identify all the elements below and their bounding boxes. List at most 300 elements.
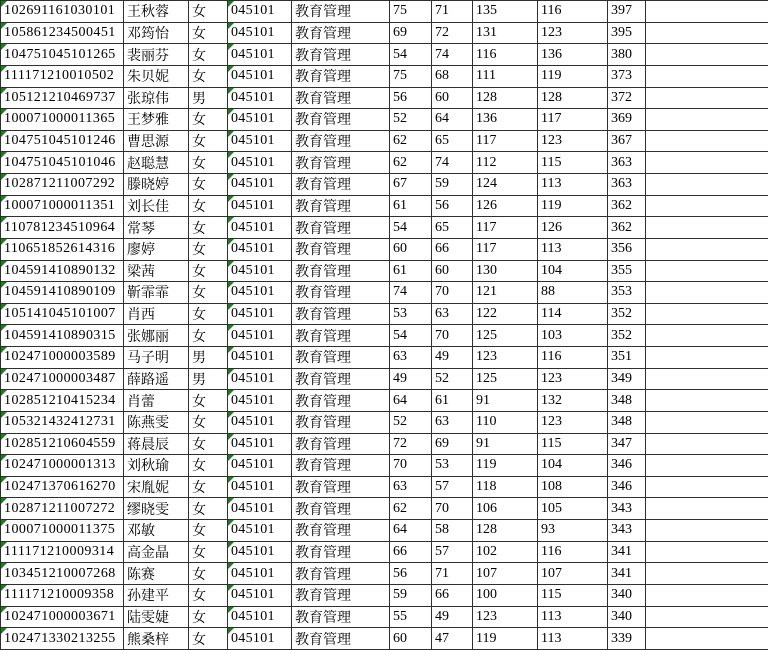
- cell-s1[interactable]: 75: [390, 1, 432, 23]
- cell-total[interactable]: 353: [608, 282, 646, 304]
- cell-major[interactable]: 教育管理: [292, 563, 390, 585]
- cell-s2[interactable]: 61: [432, 390, 473, 412]
- cell-major[interactable]: 教育管理: [292, 282, 390, 304]
- cell-name[interactable]: 靳霏霏: [124, 282, 189, 304]
- cell-gender[interactable]: 女: [189, 260, 228, 282]
- cell-total[interactable]: 397: [608, 1, 646, 23]
- cell-code[interactable]: 045101: [228, 109, 292, 131]
- cell-code[interactable]: 045101: [228, 87, 292, 109]
- cell-s2[interactable]: 70: [432, 325, 473, 347]
- cell-gender[interactable]: 女: [189, 282, 228, 304]
- cell-gender[interactable]: 男: [189, 368, 228, 390]
- cell-gender[interactable]: 女: [189, 563, 228, 585]
- cell-blank[interactable]: [646, 520, 768, 542]
- cell-major[interactable]: 教育管理: [292, 347, 390, 369]
- cell-gender[interactable]: 女: [189, 433, 228, 455]
- cell-s1[interactable]: 61: [390, 260, 432, 282]
- cell-gender[interactable]: 女: [189, 217, 228, 239]
- cell-s3[interactable]: 123: [473, 347, 538, 369]
- cell-total[interactable]: 348: [608, 411, 646, 433]
- cell-s2[interactable]: 63: [432, 303, 473, 325]
- cell-major[interactable]: 教育管理: [292, 130, 390, 152]
- cell-blank[interactable]: [646, 368, 768, 390]
- cell-id[interactable]: 105121210469737: [1, 87, 124, 109]
- cell-s3[interactable]: 119: [473, 455, 538, 477]
- cell-gender[interactable]: 女: [189, 476, 228, 498]
- cell-s4[interactable]: 108: [538, 476, 608, 498]
- cell-gender[interactable]: 男: [189, 87, 228, 109]
- cell-major[interactable]: 教育管理: [292, 498, 390, 520]
- cell-blank[interactable]: [646, 325, 768, 347]
- cell-s4[interactable]: 123: [538, 22, 608, 44]
- cell-s3[interactable]: 91: [473, 390, 538, 412]
- cell-name[interactable]: 陈燕雯: [124, 411, 189, 433]
- cell-total[interactable]: 352: [608, 325, 646, 347]
- cell-s1[interactable]: 55: [390, 606, 432, 628]
- cell-s2[interactable]: 57: [432, 541, 473, 563]
- cell-s2[interactable]: 60: [432, 87, 473, 109]
- cell-s4[interactable]: 115: [538, 152, 608, 174]
- cell-s2[interactable]: 72: [432, 22, 473, 44]
- cell-code[interactable]: 045101: [228, 217, 292, 239]
- cell-major[interactable]: 教育管理: [292, 541, 390, 563]
- cell-id[interactable]: 104751045101265: [1, 44, 124, 66]
- cell-id[interactable]: 102851210415234: [1, 390, 124, 412]
- cell-total[interactable]: 341: [608, 563, 646, 585]
- cell-name[interactable]: 缪晓雯: [124, 498, 189, 520]
- cell-id[interactable]: 102471000003487: [1, 368, 124, 390]
- cell-gender[interactable]: 女: [189, 498, 228, 520]
- cell-code[interactable]: 045101: [228, 65, 292, 87]
- cell-name[interactable]: 滕晓婷: [124, 174, 189, 196]
- cell-gender[interactable]: 女: [189, 44, 228, 66]
- cell-major[interactable]: 教育管理: [292, 174, 390, 196]
- cell-total[interactable]: 346: [608, 455, 646, 477]
- cell-s3[interactable]: 128: [473, 520, 538, 542]
- cell-id[interactable]: 104591410890109: [1, 282, 124, 304]
- cell-id[interactable]: 104591410890315: [1, 325, 124, 347]
- cell-gender[interactable]: 女: [189, 455, 228, 477]
- cell-major[interactable]: 教育管理: [292, 44, 390, 66]
- cell-s4[interactable]: 119: [538, 195, 608, 217]
- cell-id[interactable]: 104591410890132: [1, 260, 124, 282]
- cell-s2[interactable]: 69: [432, 433, 473, 455]
- cell-major[interactable]: 教育管理: [292, 303, 390, 325]
- cell-blank[interactable]: [646, 87, 768, 109]
- cell-code[interactable]: 045101: [228, 238, 292, 260]
- cell-major[interactable]: 教育管理: [292, 217, 390, 239]
- cell-s1[interactable]: 63: [390, 347, 432, 369]
- cell-blank[interactable]: [646, 433, 768, 455]
- cell-blank[interactable]: [646, 347, 768, 369]
- cell-s3[interactable]: 91: [473, 433, 538, 455]
- cell-major[interactable]: 教育管理: [292, 606, 390, 628]
- cell-gender[interactable]: 女: [189, 174, 228, 196]
- cell-s2[interactable]: 56: [432, 195, 473, 217]
- cell-id[interactable]: 102871211007272: [1, 498, 124, 520]
- cell-s2[interactable]: 71: [432, 1, 473, 23]
- cell-gender[interactable]: 女: [189, 628, 228, 650]
- cell-s4[interactable]: 115: [538, 433, 608, 455]
- cell-id[interactable]: 102471000003671: [1, 606, 124, 628]
- cell-gender[interactable]: 女: [189, 22, 228, 44]
- cell-major[interactable]: 教育管理: [292, 260, 390, 282]
- cell-s4[interactable]: 116: [538, 541, 608, 563]
- cell-s3[interactable]: 100: [473, 584, 538, 606]
- cell-s3[interactable]: 135: [473, 1, 538, 23]
- cell-s4[interactable]: 116: [538, 1, 608, 23]
- cell-major[interactable]: 教育管理: [292, 325, 390, 347]
- cell-s1[interactable]: 74: [390, 282, 432, 304]
- cell-s2[interactable]: 52: [432, 368, 473, 390]
- cell-s1[interactable]: 62: [390, 498, 432, 520]
- cell-s4[interactable]: 88: [538, 282, 608, 304]
- cell-code[interactable]: 045101: [228, 455, 292, 477]
- cell-blank[interactable]: [646, 476, 768, 498]
- cell-s4[interactable]: 116: [538, 347, 608, 369]
- cell-blank[interactable]: [646, 498, 768, 520]
- cell-s2[interactable]: 65: [432, 217, 473, 239]
- cell-id[interactable]: 102471370616270: [1, 476, 124, 498]
- cell-gender[interactable]: 女: [189, 303, 228, 325]
- cell-s2[interactable]: 63: [432, 411, 473, 433]
- cell-code[interactable]: 045101: [228, 1, 292, 23]
- cell-id[interactable]: 104751045101246: [1, 130, 124, 152]
- cell-gender[interactable]: 女: [189, 520, 228, 542]
- cell-s3[interactable]: 126: [473, 195, 538, 217]
- cell-s3[interactable]: 110: [473, 411, 538, 433]
- cell-gender[interactable]: 女: [189, 1, 228, 23]
- cell-code[interactable]: 045101: [228, 325, 292, 347]
- cell-s3[interactable]: 117: [473, 217, 538, 239]
- cell-s4[interactable]: 93: [538, 520, 608, 542]
- cell-id[interactable]: 102471000003589: [1, 347, 124, 369]
- cell-id[interactable]: 100071000011375: [1, 520, 124, 542]
- cell-s3[interactable]: 125: [473, 325, 538, 347]
- cell-total[interactable]: 380: [608, 44, 646, 66]
- cell-code[interactable]: 045101: [228, 44, 292, 66]
- cell-total[interactable]: 395: [608, 22, 646, 44]
- cell-gender[interactable]: 女: [189, 606, 228, 628]
- cell-blank[interactable]: [646, 22, 768, 44]
- cell-s2[interactable]: 58: [432, 520, 473, 542]
- cell-code[interactable]: 045101: [228, 411, 292, 433]
- cell-name[interactable]: 王梦雅: [124, 109, 189, 131]
- cell-code[interactable]: 045101: [228, 476, 292, 498]
- cell-s2[interactable]: 68: [432, 65, 473, 87]
- cell-s2[interactable]: 60: [432, 260, 473, 282]
- cell-name[interactable]: 赵聪慧: [124, 152, 189, 174]
- cell-s4[interactable]: 123: [538, 368, 608, 390]
- cell-s1[interactable]: 59: [390, 584, 432, 606]
- cell-total[interactable]: 346: [608, 476, 646, 498]
- cell-s1[interactable]: 56: [390, 87, 432, 109]
- cell-name[interactable]: 张娜丽: [124, 325, 189, 347]
- cell-s4[interactable]: 104: [538, 260, 608, 282]
- cell-id[interactable]: 102871211007292: [1, 174, 124, 196]
- cell-code[interactable]: 045101: [228, 563, 292, 585]
- cell-s3[interactable]: 125: [473, 368, 538, 390]
- cell-s1[interactable]: 72: [390, 433, 432, 455]
- cell-id[interactable]: 105321432412731: [1, 411, 124, 433]
- cell-id[interactable]: 111171210010502: [1, 65, 124, 87]
- cell-name[interactable]: 常琴: [124, 217, 189, 239]
- cell-id[interactable]: 102471330213255: [1, 628, 124, 650]
- cell-id[interactable]: 100071000011365: [1, 109, 124, 131]
- cell-s4[interactable]: 105: [538, 498, 608, 520]
- cell-s3[interactable]: 102: [473, 541, 538, 563]
- cell-s4[interactable]: 126: [538, 217, 608, 239]
- cell-gender[interactable]: 女: [189, 390, 228, 412]
- cell-gender[interactable]: 女: [189, 411, 228, 433]
- cell-s4[interactable]: 113: [538, 174, 608, 196]
- cell-total[interactable]: 340: [608, 606, 646, 628]
- cell-major[interactable]: 教育管理: [292, 455, 390, 477]
- cell-blank[interactable]: [646, 260, 768, 282]
- cell-total[interactable]: 362: [608, 217, 646, 239]
- cell-blank[interactable]: [646, 390, 768, 412]
- cell-total[interactable]: 340: [608, 584, 646, 606]
- cell-code[interactable]: 045101: [228, 584, 292, 606]
- cell-code[interactable]: 045101: [228, 606, 292, 628]
- cell-s1[interactable]: 53: [390, 303, 432, 325]
- cell-total[interactable]: 352: [608, 303, 646, 325]
- cell-s1[interactable]: 60: [390, 238, 432, 260]
- cell-blank[interactable]: [646, 628, 768, 650]
- cell-blank[interactable]: [646, 455, 768, 477]
- cell-s3[interactable]: 117: [473, 130, 538, 152]
- cell-id[interactable]: 100071000011351: [1, 195, 124, 217]
- cell-s2[interactable]: 64: [432, 109, 473, 131]
- cell-gender[interactable]: 女: [189, 584, 228, 606]
- cell-code[interactable]: 045101: [228, 303, 292, 325]
- cell-s1[interactable]: 67: [390, 174, 432, 196]
- cell-s2[interactable]: 53: [432, 455, 473, 477]
- cell-s1[interactable]: 61: [390, 195, 432, 217]
- cell-blank[interactable]: [646, 44, 768, 66]
- cell-total[interactable]: 363: [608, 174, 646, 196]
- cell-s3[interactable]: 106: [473, 498, 538, 520]
- cell-id[interactable]: 102471000001313: [1, 455, 124, 477]
- cell-code[interactable]: 045101: [228, 152, 292, 174]
- cell-s1[interactable]: 54: [390, 325, 432, 347]
- cell-gender[interactable]: 女: [189, 152, 228, 174]
- cell-s4[interactable]: 114: [538, 303, 608, 325]
- cell-total[interactable]: 369: [608, 109, 646, 131]
- cell-major[interactable]: 教育管理: [292, 65, 390, 87]
- cell-gender[interactable]: 女: [189, 238, 228, 260]
- cell-major[interactable]: 教育管理: [292, 628, 390, 650]
- cell-s2[interactable]: 47: [432, 628, 473, 650]
- cell-s1[interactable]: 56: [390, 563, 432, 585]
- cell-s4[interactable]: 113: [538, 606, 608, 628]
- cell-name[interactable]: 蒋晨辰: [124, 433, 189, 455]
- cell-code[interactable]: 045101: [228, 628, 292, 650]
- cell-s3[interactable]: 117: [473, 238, 538, 260]
- cell-blank[interactable]: [646, 584, 768, 606]
- cell-s2[interactable]: 74: [432, 44, 473, 66]
- cell-blank[interactable]: [646, 1, 768, 23]
- cell-major[interactable]: 教育管理: [292, 368, 390, 390]
- cell-s1[interactable]: 54: [390, 44, 432, 66]
- cell-blank[interactable]: [646, 195, 768, 217]
- cell-s2[interactable]: 74: [432, 152, 473, 174]
- cell-blank[interactable]: [646, 303, 768, 325]
- cell-name[interactable]: 高金晶: [124, 541, 189, 563]
- cell-s4[interactable]: 115: [538, 584, 608, 606]
- cell-major[interactable]: 教育管理: [292, 584, 390, 606]
- cell-s3[interactable]: 130: [473, 260, 538, 282]
- cell-s4[interactable]: 119: [538, 65, 608, 87]
- cell-s3[interactable]: 136: [473, 109, 538, 131]
- cell-s3[interactable]: 118: [473, 476, 538, 498]
- cell-major[interactable]: 教育管理: [292, 520, 390, 542]
- cell-name[interactable]: 陆雯婕: [124, 606, 189, 628]
- cell-blank[interactable]: [646, 152, 768, 174]
- cell-s2[interactable]: 49: [432, 606, 473, 628]
- cell-name[interactable]: 刘秋瑜: [124, 455, 189, 477]
- cell-name[interactable]: 裴丽芬: [124, 44, 189, 66]
- cell-code[interactable]: 045101: [228, 390, 292, 412]
- cell-major[interactable]: 教育管理: [292, 411, 390, 433]
- cell-major[interactable]: 教育管理: [292, 390, 390, 412]
- cell-id[interactable]: 104751045101046: [1, 152, 124, 174]
- cell-blank[interactable]: [646, 217, 768, 239]
- cell-s3[interactable]: 116: [473, 44, 538, 66]
- cell-name[interactable]: 孙建平: [124, 584, 189, 606]
- cell-code[interactable]: 045101: [228, 433, 292, 455]
- cell-s3[interactable]: 111: [473, 65, 538, 87]
- cell-s4[interactable]: 117: [538, 109, 608, 131]
- cell-blank[interactable]: [646, 238, 768, 260]
- cell-s1[interactable]: 49: [390, 368, 432, 390]
- cell-s1[interactable]: 62: [390, 152, 432, 174]
- cell-s3[interactable]: 112: [473, 152, 538, 174]
- cell-gender[interactable]: 男: [189, 347, 228, 369]
- cell-s1[interactable]: 60: [390, 628, 432, 650]
- cell-id[interactable]: 102691161030101: [1, 1, 124, 23]
- cell-gender[interactable]: 女: [189, 325, 228, 347]
- cell-total[interactable]: 373: [608, 65, 646, 87]
- cell-id[interactable]: 110781234510964: [1, 217, 124, 239]
- cell-gender[interactable]: 女: [189, 65, 228, 87]
- cell-s3[interactable]: 131: [473, 22, 538, 44]
- cell-s3[interactable]: 107: [473, 563, 538, 585]
- cell-s1[interactable]: 66: [390, 541, 432, 563]
- cell-total[interactable]: 356: [608, 238, 646, 260]
- cell-gender[interactable]: 女: [189, 130, 228, 152]
- cell-s2[interactable]: 49: [432, 347, 473, 369]
- cell-s3[interactable]: 123: [473, 606, 538, 628]
- cell-s1[interactable]: 63: [390, 476, 432, 498]
- cell-s4[interactable]: 113: [538, 238, 608, 260]
- cell-total[interactable]: 347: [608, 433, 646, 455]
- cell-code[interactable]: 045101: [228, 260, 292, 282]
- cell-code[interactable]: 045101: [228, 541, 292, 563]
- cell-s1[interactable]: 64: [390, 390, 432, 412]
- cell-s4[interactable]: 136: [538, 44, 608, 66]
- cell-major[interactable]: 教育管理: [292, 238, 390, 260]
- cell-s4[interactable]: 123: [538, 130, 608, 152]
- cell-s2[interactable]: 66: [432, 584, 473, 606]
- cell-id[interactable]: 110651852614316: [1, 238, 124, 260]
- cell-total[interactable]: 355: [608, 260, 646, 282]
- cell-id[interactable]: 105141045101007: [1, 303, 124, 325]
- cell-major[interactable]: 教育管理: [292, 1, 390, 23]
- cell-s1[interactable]: 69: [390, 22, 432, 44]
- cell-s2[interactable]: 70: [432, 498, 473, 520]
- cell-id[interactable]: 103451210007268: [1, 563, 124, 585]
- cell-total[interactable]: 343: [608, 498, 646, 520]
- cell-code[interactable]: 045101: [228, 195, 292, 217]
- cell-id[interactable]: 111171210009358: [1, 584, 124, 606]
- cell-total[interactable]: 343: [608, 520, 646, 542]
- cell-name[interactable]: 邓敏: [124, 520, 189, 542]
- cell-gender[interactable]: 女: [189, 195, 228, 217]
- cell-name[interactable]: 马子明: [124, 347, 189, 369]
- cell-code[interactable]: 045101: [228, 368, 292, 390]
- cell-gender[interactable]: 女: [189, 541, 228, 563]
- cell-s2[interactable]: 65: [432, 130, 473, 152]
- cell-s3[interactable]: 121: [473, 282, 538, 304]
- cell-blank[interactable]: [646, 541, 768, 563]
- cell-blank[interactable]: [646, 606, 768, 628]
- cell-code[interactable]: 045101: [228, 498, 292, 520]
- cell-total[interactable]: 349: [608, 368, 646, 390]
- cell-name[interactable]: 薛路遥: [124, 368, 189, 390]
- cell-name[interactable]: 王秋蓉: [124, 1, 189, 23]
- cell-s1[interactable]: 54: [390, 217, 432, 239]
- cell-code[interactable]: 045101: [228, 174, 292, 196]
- cell-total[interactable]: 372: [608, 87, 646, 109]
- cell-s4[interactable]: 123: [538, 411, 608, 433]
- cell-total[interactable]: 362: [608, 195, 646, 217]
- cell-blank[interactable]: [646, 130, 768, 152]
- cell-s1[interactable]: 75: [390, 65, 432, 87]
- cell-s3[interactable]: 128: [473, 87, 538, 109]
- cell-blank[interactable]: [646, 174, 768, 196]
- cell-s4[interactable]: 132: [538, 390, 608, 412]
- cell-code[interactable]: 045101: [228, 520, 292, 542]
- cell-s1[interactable]: 70: [390, 455, 432, 477]
- cell-s4[interactable]: 128: [538, 87, 608, 109]
- cell-id[interactable]: 102851210604559: [1, 433, 124, 455]
- cell-gender[interactable]: 女: [189, 109, 228, 131]
- cell-name[interactable]: 刘长佳: [124, 195, 189, 217]
- cell-code[interactable]: 045101: [228, 22, 292, 44]
- cell-s2[interactable]: 66: [432, 238, 473, 260]
- cell-name[interactable]: 肖蕾: [124, 390, 189, 412]
- cell-s4[interactable]: 104: [538, 455, 608, 477]
- cell-total[interactable]: 341: [608, 541, 646, 563]
- cell-blank[interactable]: [646, 65, 768, 87]
- cell-s3[interactable]: 124: [473, 174, 538, 196]
- cell-blank[interactable]: [646, 282, 768, 304]
- cell-s1[interactable]: 64: [390, 520, 432, 542]
- cell-s4[interactable]: 107: [538, 563, 608, 585]
- cell-name[interactable]: 肖西: [124, 303, 189, 325]
- cell-total[interactable]: 363: [608, 152, 646, 174]
- cell-s1[interactable]: 52: [390, 109, 432, 131]
- cell-major[interactable]: 教育管理: [292, 87, 390, 109]
- cell-s3[interactable]: 122: [473, 303, 538, 325]
- cell-total[interactable]: 339: [608, 628, 646, 650]
- cell-name[interactable]: 熊桑梓: [124, 628, 189, 650]
- cell-id[interactable]: 111171210009314: [1, 541, 124, 563]
- cell-s1[interactable]: 62: [390, 130, 432, 152]
- cell-total[interactable]: 348: [608, 390, 646, 412]
- cell-blank[interactable]: [646, 411, 768, 433]
